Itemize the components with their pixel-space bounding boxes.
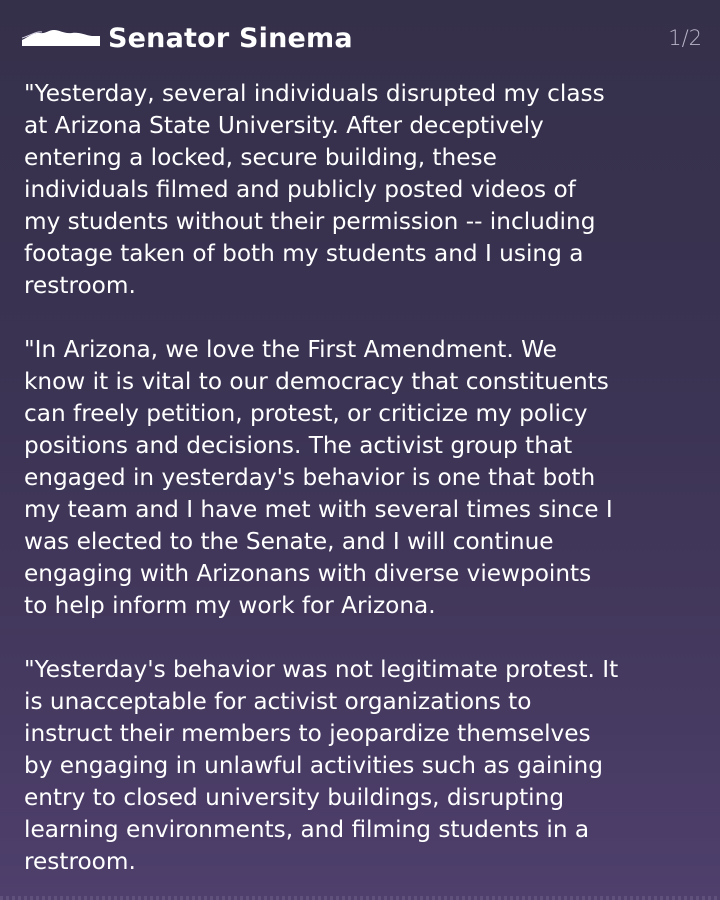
statement-line: restroom. — [24, 272, 136, 299]
statement-paragraph — [24, 334, 704, 622]
statement-line: "Yesterday's behavior was not legitimate protest. It — [24, 656, 619, 683]
page-counter: 1/2 — [668, 26, 702, 50]
statement-body — [24, 78, 704, 900]
statement-line: my team and I have met with several times since I — [24, 496, 613, 523]
bottom-divider — [0, 896, 720, 900]
statement-line: "In Arizona, we love the First Amendment. We — [24, 336, 557, 363]
statement-line: was elected to the Senate, and I will continue — [24, 528, 554, 555]
statement-line: know it is vital to our democracy that constituents — [24, 368, 609, 395]
author-title: Senator Sinema — [108, 22, 353, 54]
statement-line: individuals filmed and publicly posted videos of — [24, 176, 576, 203]
statement-line: instruct their members to jeopardize themselves — [24, 720, 591, 747]
statement-line: footage taken of both my students and I using a — [24, 240, 584, 267]
statement-line: entry to closed university buildings, disrupting — [24, 784, 565, 811]
statement-line: entering a locked, secure building, these — [24, 144, 497, 171]
statement-paragraph — [24, 654, 704, 878]
statement-line: is unacceptable for activist organizations to — [24, 688, 532, 715]
statement-line: my students without their permission -- including — [24, 208, 596, 235]
statement-line: by engaging in unlawful activities such as gaining — [24, 752, 603, 779]
statement-line: engaged in yesterday's behavior is one that both — [24, 464, 596, 491]
statement-line: can freely petition, protest, or criticize my policy — [24, 400, 588, 427]
statement-line: learning environments, and filming students in a — [24, 816, 590, 843]
post-header — [22, 16, 702, 60]
statement-line: to help inform my work for Arizona. — [24, 592, 436, 619]
mountain-logo-icon — [22, 26, 100, 50]
statement-line: "Yesterday, several individuals disrupted my class — [24, 80, 605, 107]
statement-line: restroom. — [24, 848, 136, 875]
statement-paragraph — [24, 78, 704, 302]
statement-line: at Arizona State University. After deceptively — [24, 112, 544, 139]
statement-line: engaging with Arizonans with diverse viewpoints — [24, 560, 592, 587]
statement-line: positions and decisions. The activist group that — [24, 432, 573, 459]
